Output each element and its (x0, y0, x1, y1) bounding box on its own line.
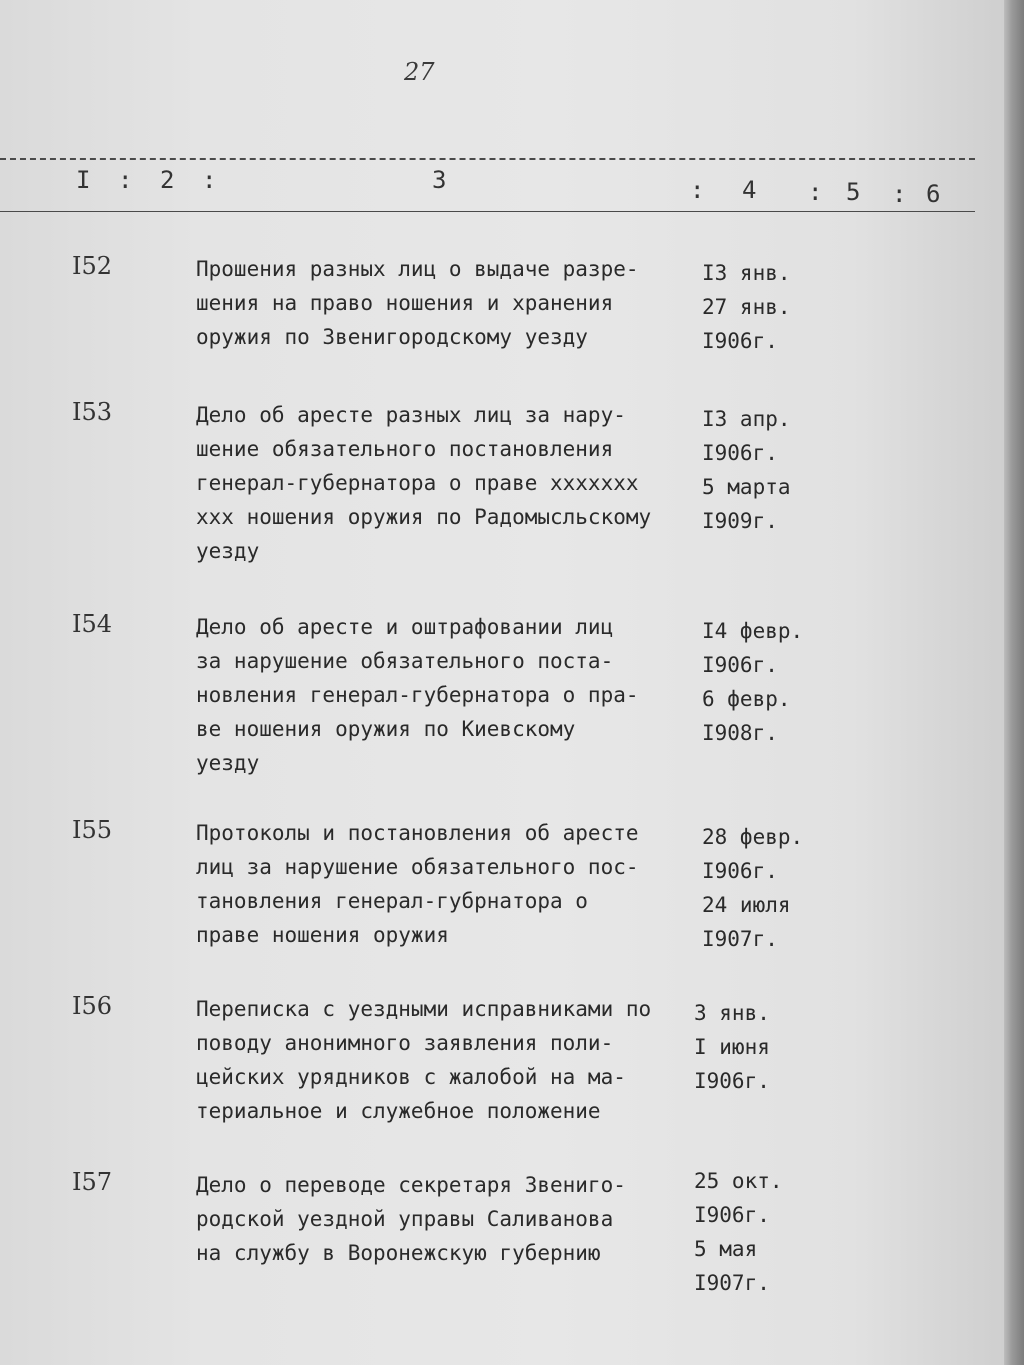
date-line: 5 марта (702, 475, 791, 499)
date-line: 24 июля (702, 893, 791, 917)
column-separator: : (808, 178, 823, 206)
date-line: I907г. (702, 927, 778, 951)
header-rule-bottom (0, 211, 975, 212)
description-line: Дело об аресте и оштрафовании лиц (196, 615, 614, 639)
column-header-6: 6 (926, 180, 941, 208)
date-line: 25 окт. (694, 1169, 783, 1193)
date-line: 6 февр. (702, 687, 791, 711)
entry-description (196, 398, 696, 568)
date-line: I906г. (694, 1203, 770, 1227)
entry-number: I52 (72, 252, 113, 280)
description-line: шение обязательного постановления (196, 437, 614, 461)
description-line: лиц за нарушение обязательного пос- (196, 855, 639, 879)
page-number: 27 (404, 58, 435, 86)
entry-description (196, 252, 696, 354)
description-line: xxx ношения оружия по Радомысльскому (196, 505, 652, 529)
description-line: новления генерал-губернатора о пра- (196, 683, 639, 707)
column-header-2: 2 (160, 166, 175, 194)
description-line: териальное и служебное положение (196, 1099, 601, 1123)
description-line: Дело о переводе секретаря Звениго- (196, 1173, 626, 1197)
column-separator: : (690, 176, 705, 204)
column-separator: : (202, 166, 217, 194)
entry-number: I57 (72, 1168, 113, 1196)
date-line: I июня (694, 1035, 770, 1059)
description-line: Переписка с уездными исправниками по (196, 997, 652, 1021)
entry-description (196, 992, 696, 1128)
description-line: Дело об аресте разных лиц за нару- (196, 403, 626, 427)
date-line: 3 янв. (694, 1001, 770, 1025)
entry-description (196, 1168, 696, 1270)
description-line: Прошения разных лиц о выдаче разре- (196, 257, 639, 281)
description-line: уезду (196, 539, 260, 563)
entry-dates (702, 256, 791, 358)
entry-dates (694, 1164, 783, 1300)
entry-dates (694, 996, 770, 1098)
entry-dates (702, 402, 791, 538)
date-line: I3 янв. (702, 261, 791, 285)
date-line: 5 мая (694, 1237, 758, 1261)
description-line: за нарушение обязательного поста- (196, 649, 614, 673)
column-header-1: I (76, 166, 91, 194)
date-line: I4 февр. (702, 619, 804, 643)
description-line: Протоколы и постановления об аресте (196, 821, 639, 845)
column-header-5: 5 (846, 178, 861, 206)
date-line: I906г. (702, 441, 778, 465)
entry-description (196, 610, 696, 780)
column-header-3: 3 (432, 166, 447, 194)
description-line: генерал-губернатора о праве xxxxxxx (196, 471, 639, 495)
date-line: I906г. (702, 653, 778, 677)
description-line: праве ношения оружия (196, 923, 449, 947)
column-separator: : (892, 180, 907, 208)
entry-number: I53 (72, 398, 113, 426)
description-line: тановления генерал-губрнатора о (196, 889, 588, 913)
entry-number: I54 (72, 610, 113, 638)
description-line: ве ношения оружия по Киевскому (196, 717, 576, 741)
date-line: I909г. (702, 509, 778, 533)
entry-dates (702, 614, 803, 750)
description-line: на службу в Воронежскую губернию (196, 1241, 601, 1265)
date-line: 27 янв. (702, 295, 791, 319)
description-line: оружия по Звенигородскому уезду (196, 325, 588, 349)
description-line: шения на право ношения и хранения (196, 291, 614, 315)
column-separator: : (118, 166, 133, 194)
page-edge-shadow (1004, 0, 1024, 1365)
description-line: родской уездной управы Саливанова (196, 1207, 614, 1231)
entry-description (196, 816, 696, 952)
date-line: I906г. (702, 329, 778, 353)
entry-number: I56 (72, 992, 113, 1020)
date-line: 28 февр. (702, 825, 804, 849)
description-line: цейских урядников с жалобой на ма- (196, 1065, 626, 1089)
date-line: I906г. (702, 859, 778, 883)
entry-dates (702, 820, 803, 956)
entry-number: I55 (72, 816, 113, 844)
description-line: поводу анонимного заявления поли- (196, 1031, 614, 1055)
date-line: I908г. (702, 721, 778, 745)
description-line: уезду (196, 751, 260, 775)
date-line: I906г. (694, 1069, 770, 1093)
column-header-4: 4 (742, 176, 757, 204)
date-line: I3 апр. (702, 407, 791, 431)
date-line: I907г. (694, 1271, 770, 1295)
header-rule-top (0, 158, 975, 160)
